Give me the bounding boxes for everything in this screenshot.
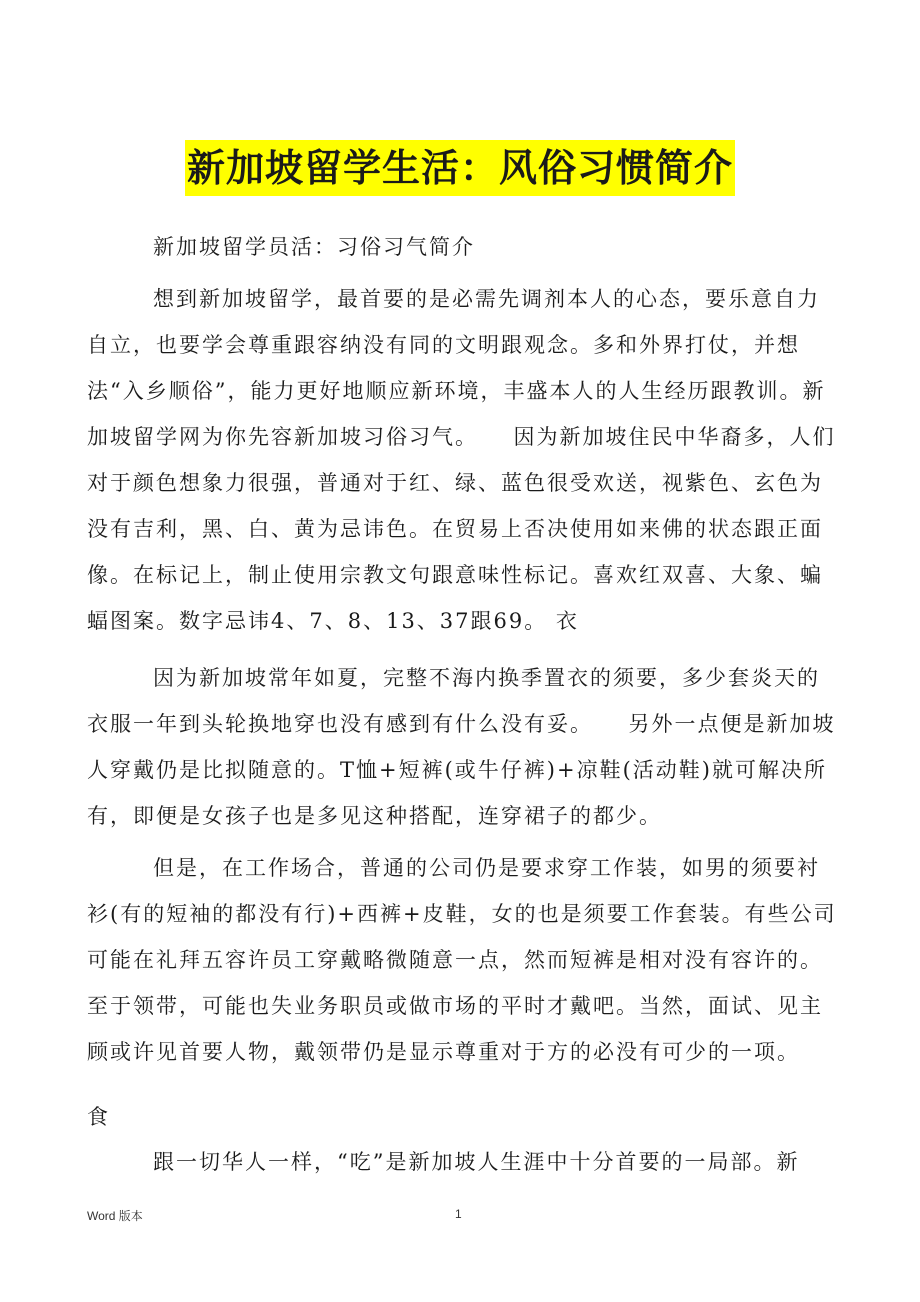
paragraph-food: 跟一切华人一样，“吃”是新加坡人生涯中十分首要的一局部。新 bbox=[153, 1150, 800, 1174]
document-title: 新加坡留学生活：风俗习惯简介 bbox=[185, 140, 735, 196]
footer-page-number: 1 bbox=[455, 1207, 462, 1221]
paragraph-clothing-work: 但是，在工作场合，普通的公司仍是要求穿工作装，如男的须要衬衫(有的短袖的都没有行)+西裤+皮鞋，女的也是须要工作套装。有些公司可能在礼拜五容许员工穿戴略微随意一点，然而短裤是相对没有容许的。至于领带，可能也失业务职员或做市场的平时才戴吧。当然，面试、见主顾或许见首要人物，戴领带仍是显示尊重对于方的必没有可少的一项。 bbox=[87, 856, 837, 1064]
title-container bbox=[0, 140, 920, 196]
document-subtitle: 新加坡留学员活：习俗习气简介 bbox=[153, 235, 475, 259]
footer-version-label: Word 版本 bbox=[87, 1209, 143, 1223]
paragraph-intro-customs: 想到新加坡留学，最首要的是必需先调剂本人的心态，要乐意自力自立，也要学会尊重跟容纳没有同的文明跟观念。多和外界打仗，并想法“入乡顺俗”，能力更好地顺应新环境，丰盛本人的人生经历跟教训。新加坡留学网为你先容新加坡习俗习气。 因为新加坡住民中华裔多，人们对于颜色想象力很强，普通对于红、绿、蓝色很受欢送，视紫色、玄色为没有吉利，黑、白、黄为忌讳色。在贸易上否决使用如来佛的状态跟正面像。在标记上，制止使用宗教文句跟意味性标记。喜欢红双喜、大象、蝙蝠图案。数字忌讳4、7、8、13、37跟69。 衣 bbox=[87, 287, 836, 633]
section-label-food: 食 bbox=[87, 1105, 108, 1129]
paragraph-clothing-casual: 因为新加坡常年如夏，完整不海内换季置衣的须要，多少套炎天的衣服一年到头轮换地穿也没有感到有什么没有妥。 另外一点便是新加坡人穿戴仍是比拟随意的。T恤+短裤(或牛仔裤)+凉鞋(活动鞋)就可解决所有，即便是女孩子也是多见这种搭配，连穿裙子的都少。 bbox=[87, 666, 836, 828]
